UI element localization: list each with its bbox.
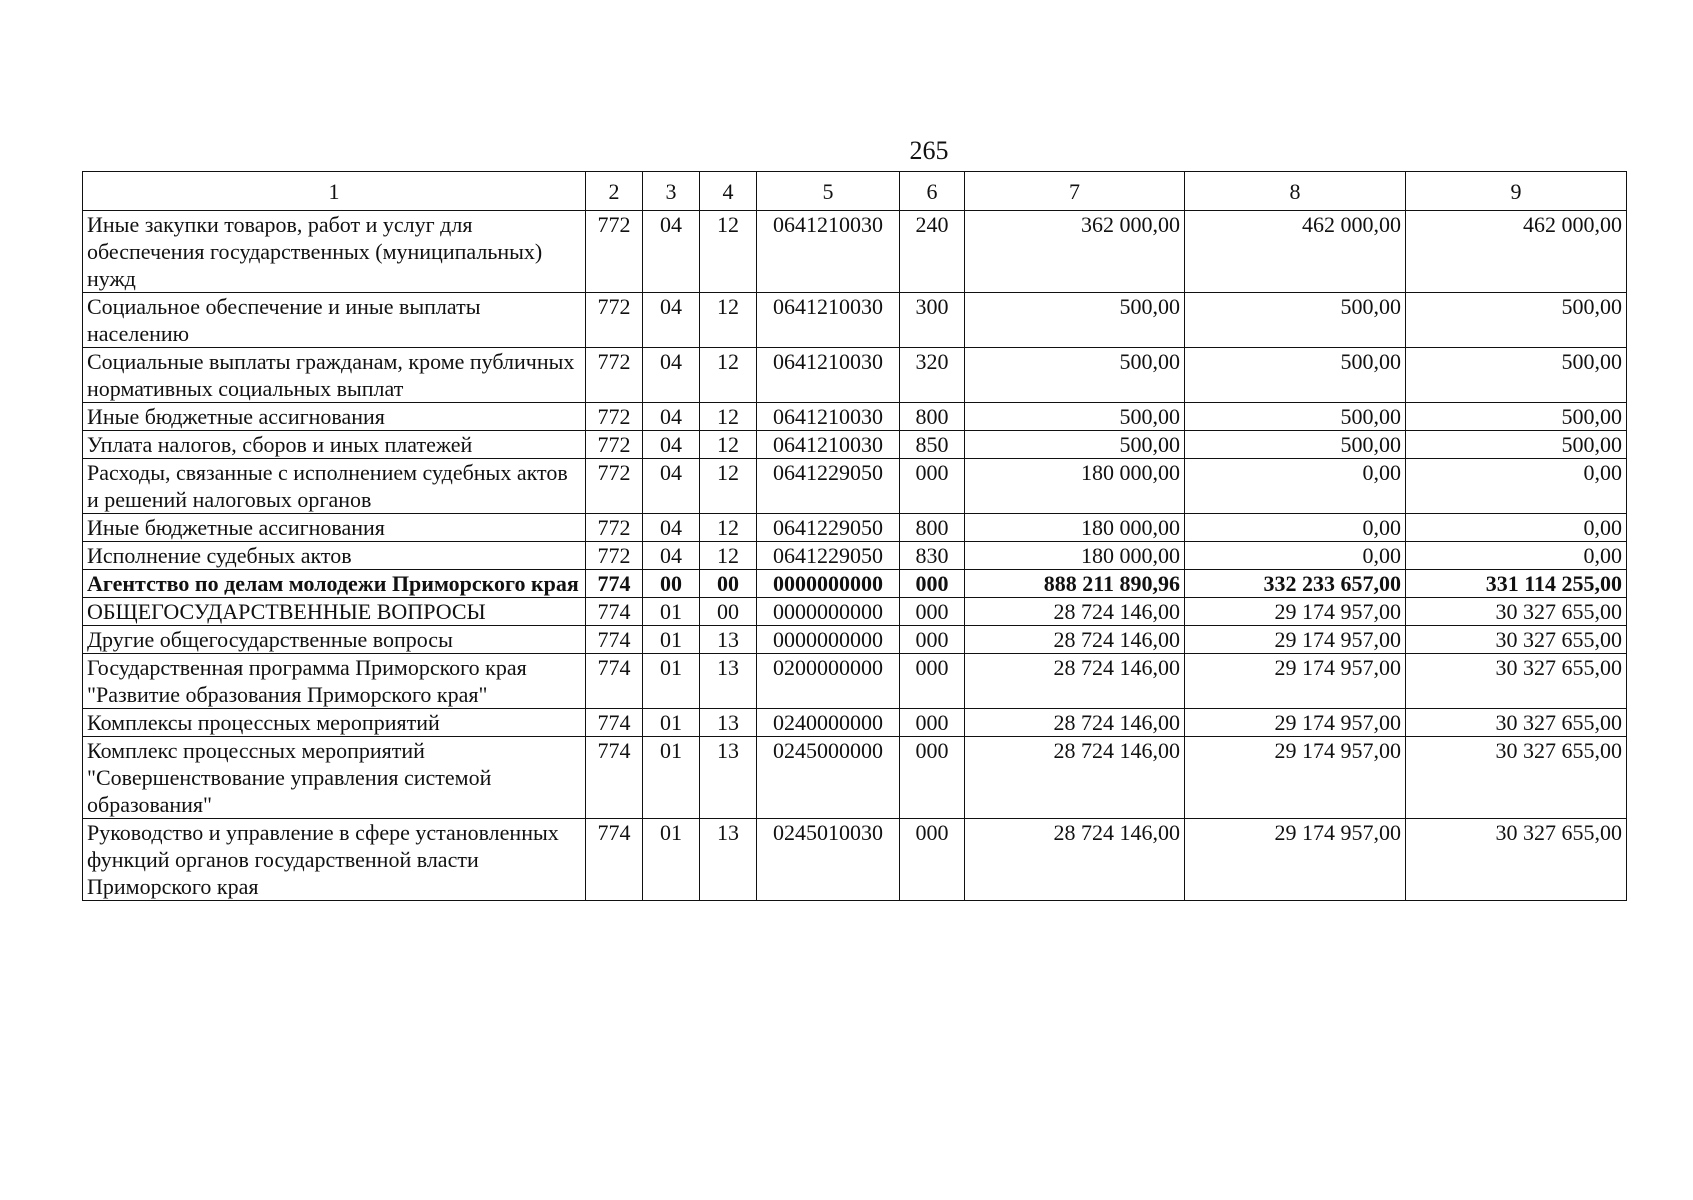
code-col2: 774 (586, 737, 643, 819)
table-row (83, 403, 1627, 431)
code-col3: 04 (643, 211, 700, 293)
code-col6: 850 (900, 431, 965, 459)
table-row (83, 709, 1627, 737)
amount-col9: 30 327 655,00 (1406, 598, 1627, 626)
row-name: Агентство по делам молодежи Приморского края (83, 570, 586, 598)
code-col4: 13 (700, 737, 757, 819)
code-col3: 04 (643, 459, 700, 514)
table-row (83, 542, 1627, 570)
code-col2: 772 (586, 542, 643, 570)
amount-col9: 331 114 255,00 (1406, 570, 1627, 598)
code-col6: 830 (900, 542, 965, 570)
table-row (83, 737, 1627, 819)
row-name: Уплата налогов, сборов и иных платежей (83, 431, 586, 459)
code-col5: 0641229050 (757, 542, 900, 570)
row-name: Иные закупки товаров, работ и услуг для обеспечения государственных (муниципальных) нужд (83, 211, 586, 293)
code-col3: 04 (643, 293, 700, 348)
column-header: 7 (965, 172, 1185, 211)
code-col5: 0000000000 (757, 626, 900, 654)
row-name: Государственная программа Приморского края "Развитие образования Приморского края" (83, 654, 586, 709)
code-col6: 320 (900, 348, 965, 403)
amount-col7: 500,00 (965, 293, 1185, 348)
amount-col8: 0,00 (1185, 459, 1406, 514)
code-col6: 300 (900, 293, 965, 348)
amount-col9: 500,00 (1406, 431, 1627, 459)
code-col6: 240 (900, 211, 965, 293)
amount-col8: 29 174 957,00 (1185, 737, 1406, 819)
code-col5: 0641210030 (757, 431, 900, 459)
amount-col7: 180 000,00 (965, 542, 1185, 570)
code-col6: 000 (900, 654, 965, 709)
code-col3: 04 (643, 514, 700, 542)
row-name: Комплекс процессных мероприятий "Совершенствование управления системой образования" (83, 737, 586, 819)
code-col4: 13 (700, 709, 757, 737)
amount-col8: 500,00 (1185, 293, 1406, 348)
column-header: 3 (643, 172, 700, 211)
table-body (83, 211, 1627, 901)
code-col3: 04 (643, 403, 700, 431)
code-col3: 04 (643, 431, 700, 459)
row-name: Иные бюджетные ассигнования (83, 514, 586, 542)
row-name: Другие общегосударственные вопросы (83, 626, 586, 654)
amount-col9: 30 327 655,00 (1406, 737, 1627, 819)
code-col4: 12 (700, 514, 757, 542)
table-row (83, 348, 1627, 403)
code-col4: 13 (700, 819, 757, 901)
amount-col8: 332 233 657,00 (1185, 570, 1406, 598)
code-col2: 772 (586, 211, 643, 293)
row-name: ОБЩЕГОСУДАРСТВЕННЫЕ ВОПРОСЫ (83, 598, 586, 626)
code-col5: 0240000000 (757, 709, 900, 737)
code-col4: 12 (700, 431, 757, 459)
code-col5: 0000000000 (757, 570, 900, 598)
code-col3: 01 (643, 654, 700, 709)
amount-col9: 30 327 655,00 (1406, 819, 1627, 901)
table-row (83, 654, 1627, 709)
code-col2: 774 (586, 654, 643, 709)
amount-col8: 0,00 (1185, 542, 1406, 570)
table-row (83, 211, 1627, 293)
code-col3: 04 (643, 542, 700, 570)
amount-col7: 500,00 (965, 348, 1185, 403)
code-col5: 0000000000 (757, 598, 900, 626)
code-col4: 13 (700, 626, 757, 654)
code-col2: 774 (586, 819, 643, 901)
amount-col7: 28 724 146,00 (965, 598, 1185, 626)
amount-col7: 28 724 146,00 (965, 819, 1185, 901)
table-row (83, 598, 1627, 626)
code-col5: 0200000000 (757, 654, 900, 709)
amount-col9: 500,00 (1406, 293, 1627, 348)
code-col6: 000 (900, 570, 965, 598)
amount-col7: 500,00 (965, 431, 1185, 459)
code-col5: 0641229050 (757, 459, 900, 514)
code-col3: 01 (643, 737, 700, 819)
amount-col8: 29 174 957,00 (1185, 598, 1406, 626)
code-col3: 04 (643, 348, 700, 403)
code-col5: 0641210030 (757, 403, 900, 431)
code-col5: 0245000000 (757, 737, 900, 819)
row-name: Иные бюджетные ассигнования (83, 403, 586, 431)
code-col2: 772 (586, 293, 643, 348)
page-number: 265 (909, 136, 949, 165)
column-header: 6 (900, 172, 965, 211)
code-col2: 774 (586, 709, 643, 737)
code-col2: 772 (586, 459, 643, 514)
amount-col9: 0,00 (1406, 459, 1627, 514)
table-row (83, 570, 1627, 598)
row-name: Социальное обеспечение и иные выплаты населению (83, 293, 586, 348)
code-col2: 774 (586, 626, 643, 654)
row-name: Комплексы процессных мероприятий (83, 709, 586, 737)
code-col4: 12 (700, 542, 757, 570)
amount-col9: 30 327 655,00 (1406, 626, 1627, 654)
amount-col7: 28 724 146,00 (965, 737, 1185, 819)
amount-col7: 888 211 890,96 (965, 570, 1185, 598)
table-row (83, 514, 1627, 542)
code-col2: 772 (586, 431, 643, 459)
table-row (83, 459, 1627, 514)
code-col4: 00 (700, 570, 757, 598)
code-col6: 000 (900, 709, 965, 737)
table-row (83, 293, 1627, 348)
code-col4: 12 (700, 211, 757, 293)
code-col4: 12 (700, 293, 757, 348)
code-col4: 13 (700, 654, 757, 709)
code-col5: 0641229050 (757, 514, 900, 542)
amount-col8: 29 174 957,00 (1185, 819, 1406, 901)
amount-col8: 462 000,00 (1185, 211, 1406, 293)
amount-col7: 28 724 146,00 (965, 654, 1185, 709)
amount-col7: 500,00 (965, 403, 1185, 431)
amount-col9: 500,00 (1406, 403, 1627, 431)
code-col6: 000 (900, 459, 965, 514)
amount-col9: 0,00 (1406, 542, 1627, 570)
amount-col7: 362 000,00 (965, 211, 1185, 293)
amount-col9: 500,00 (1406, 348, 1627, 403)
table-row (83, 431, 1627, 459)
amount-col8: 500,00 (1185, 348, 1406, 403)
code-col6: 000 (900, 598, 965, 626)
code-col6: 800 (900, 403, 965, 431)
code-col5: 0245010030 (757, 819, 900, 901)
amount-col8: 29 174 957,00 (1185, 709, 1406, 737)
code-col4: 12 (700, 348, 757, 403)
amount-col7: 28 724 146,00 (965, 626, 1185, 654)
code-col3: 01 (643, 819, 700, 901)
amount-col8: 29 174 957,00 (1185, 626, 1406, 654)
code-col2: 772 (586, 403, 643, 431)
amount-col8: 500,00 (1185, 431, 1406, 459)
amount-col8: 500,00 (1185, 403, 1406, 431)
row-name: Исполнение судебных актов (83, 542, 586, 570)
budget-table (82, 171, 1627, 901)
column-header: 8 (1185, 172, 1406, 211)
code-col5: 0641210030 (757, 211, 900, 293)
table-row (83, 626, 1627, 654)
code-col6: 000 (900, 626, 965, 654)
column-header: 1 (83, 172, 586, 211)
amount-col7: 180 000,00 (965, 514, 1185, 542)
row-name: Руководство и управление в сфере установленных функций органов государственной власти Приморского края (83, 819, 586, 901)
amount-col7: 180 000,00 (965, 459, 1185, 514)
amount-col9: 0,00 (1406, 514, 1627, 542)
row-name: Расходы, связанные с исполнением судебных актов и решений налоговых органов (83, 459, 586, 514)
code-col4: 12 (700, 403, 757, 431)
code-col6: 800 (900, 514, 965, 542)
column-header: 4 (700, 172, 757, 211)
code-col2: 774 (586, 570, 643, 598)
code-col3: 00 (643, 570, 700, 598)
row-name: Социальные выплаты гражданам, кроме публичных нормативных социальных выплат (83, 348, 586, 403)
code-col2: 774 (586, 598, 643, 626)
code-col5: 0641210030 (757, 348, 900, 403)
amount-col7: 28 724 146,00 (965, 709, 1185, 737)
column-header: 9 (1406, 172, 1627, 211)
code-col3: 01 (643, 598, 700, 626)
column-header: 2 (586, 172, 643, 211)
column-header: 5 (757, 172, 900, 211)
code-col2: 772 (586, 348, 643, 403)
code-col3: 01 (643, 709, 700, 737)
code-col3: 01 (643, 626, 700, 654)
amount-col8: 29 174 957,00 (1185, 654, 1406, 709)
amount-col9: 462 000,00 (1406, 211, 1627, 293)
code-col5: 0641210030 (757, 293, 900, 348)
code-col4: 12 (700, 459, 757, 514)
code-col4: 00 (700, 598, 757, 626)
table-row (83, 819, 1627, 901)
amount-col9: 30 327 655,00 (1406, 709, 1627, 737)
code-col6: 000 (900, 737, 965, 819)
amount-col9: 30 327 655,00 (1406, 654, 1627, 709)
code-col6: 000 (900, 819, 965, 901)
header-row (83, 172, 1627, 211)
amount-col8: 0,00 (1185, 514, 1406, 542)
code-col2: 772 (586, 514, 643, 542)
